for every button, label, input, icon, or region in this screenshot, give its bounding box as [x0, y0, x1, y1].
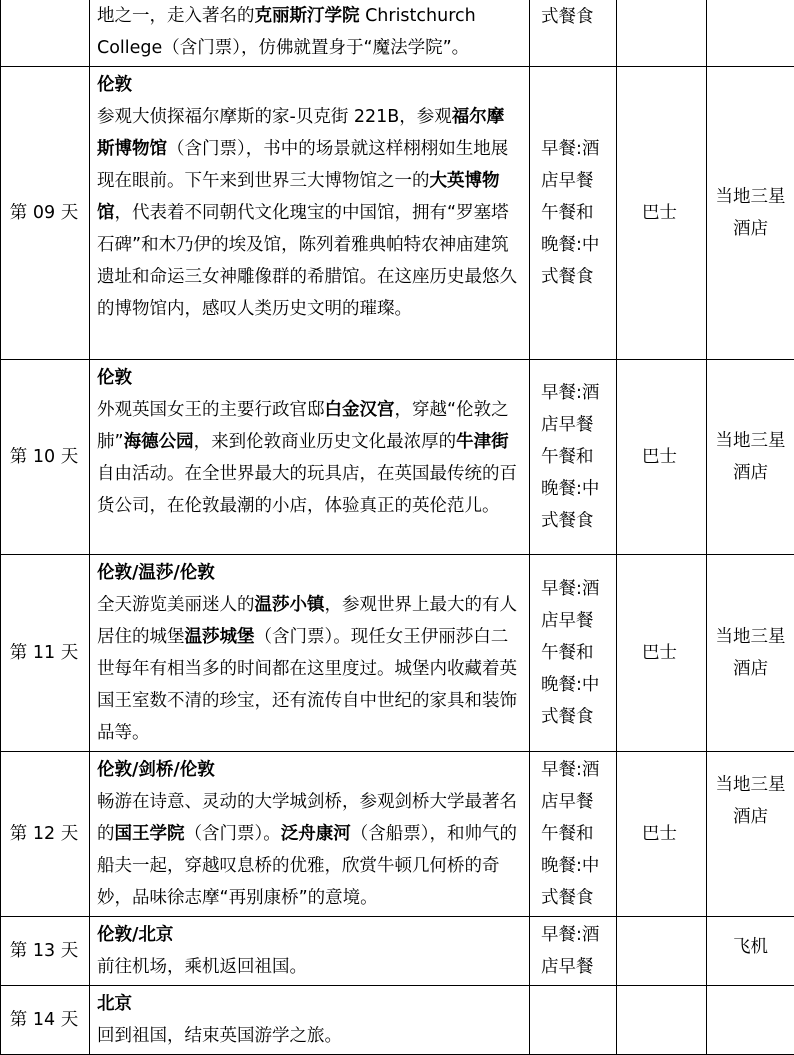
desc-highlight: 温莎小镇: [255, 595, 325, 615]
meal-cell: [530, 986, 617, 1055]
transport-cell: [617, 986, 707, 1055]
transport-cell: [617, 917, 707, 986]
hotel-cell: 当地三星酒店: [707, 360, 794, 555]
desc-text: （含船票），和帅气的船夫一起，穿越叹息桥的优雅，欣赏牛顿几何桥的奇妙，品味徐志摩“再别康桥”的意境。: [97, 824, 517, 908]
desc-text: 自由活动。在全世界最大的玩具店，在英国最传统的百货公司，在伦敦最潮的小店，体验真正的英伦范儿。: [97, 464, 517, 516]
meal-cell: 早餐:酒店早餐午餐和晚餐:中式餐食: [530, 555, 617, 752]
route-title: 伦敦/温莎/伦敦: [97, 557, 521, 589]
day-cell: 第 12 天: [1, 752, 90, 917]
desc-text: （含门票）。现任女王伊丽莎白二世每年有相当多的时间都在这里度过。城堡内收藏着英国王室数不清的珍宝，还有流传自中世纪的家具和装饰品等。: [97, 627, 517, 743]
day-cell: 第 11 天: [1, 555, 90, 752]
meal-cell: 早餐:酒店早餐午餐和晚餐:中式餐食: [530, 67, 617, 360]
meal-cell: 早餐:酒店早餐午餐和晚餐:中式餐食: [530, 360, 617, 555]
table-row: [1, 752, 794, 917]
table-row: [1, 360, 794, 555]
desc-highlight: 温莎城堡: [185, 627, 255, 647]
desc-text: 参观大侦探福尔摩斯的家-贝克街 221B，参观: [97, 107, 452, 127]
desc-text: 前往机场，乘机返回祖国。: [97, 957, 307, 977]
transport-cell: 巴士: [617, 360, 707, 555]
desc-text: Christchurch College（含门票），仿佛就置身于“魔法学院”。: [97, 6, 476, 58]
desc-text: 回到祖国，结束英国游学之旅。: [97, 1026, 342, 1046]
description-cell: [90, 917, 530, 986]
transport-cell: [617, 0, 707, 67]
desc-text: （含门票），书中的场景就这样栩栩如生地展现在眼前。下午来到世界三大博物馆之一的: [97, 139, 508, 191]
day-cell: 第 10 天: [1, 360, 90, 555]
desc-highlight: 国王学院: [115, 824, 185, 844]
desc-text: 畅游在诗意、灵动的大学城剑桥，参观剑桥大学最著名的: [97, 792, 517, 844]
route-title: 伦敦/剑桥/伦敦: [97, 754, 521, 786]
desc-text: 全天游览美丽迷人的: [97, 595, 255, 615]
table-row: [1, 555, 794, 752]
meal-cell: 式餐食: [530, 0, 617, 67]
desc-text: ，来到伦敦商业历史文化最浓厚的: [194, 432, 457, 452]
description-cell: [90, 752, 530, 917]
description-cell: [90, 0, 530, 67]
route-title: 伦敦: [97, 69, 521, 101]
day-cell: 第 09 天: [1, 67, 90, 360]
transport-cell: 巴士: [617, 67, 707, 360]
transport-cell: 巴士: [617, 752, 707, 917]
description-cell: [90, 986, 530, 1055]
desc-highlight: 海德公园: [124, 432, 194, 452]
desc-highlight: 白金汉宫: [325, 400, 395, 420]
desc-highlight: 福尔摩斯博物馆: [97, 107, 504, 159]
day-cell: 第 13 天: [1, 917, 90, 986]
description-cell: [90, 360, 530, 555]
hotel-cell: [707, 986, 794, 1055]
hotel-cell: 当地三星酒店: [707, 752, 794, 917]
table-row: [1, 986, 794, 1055]
description-cell: [90, 67, 530, 360]
transport-cell: 巴士: [617, 555, 707, 752]
desc-text: ，穿越“伦敦之肺”: [97, 400, 509, 452]
desc-text: 外观英国女王的主要行政官邸: [97, 400, 325, 420]
desc-text: 地之一，走入著名的: [97, 6, 255, 26]
route-title: 伦敦: [97, 362, 521, 394]
desc-highlight: 泛舟康河: [281, 824, 351, 844]
hotel-cell: 飞机: [707, 917, 794, 986]
hotel-cell: [707, 0, 794, 67]
day-cell: 第 14 天: [1, 986, 90, 1055]
table-row: [1, 917, 794, 986]
hotel-cell: 当地三星酒店: [707, 67, 794, 360]
desc-highlight: 牛津街: [456, 432, 509, 452]
meal-cell: 早餐:酒店早餐午餐和晚餐:中式餐食: [530, 752, 617, 917]
desc-text: ，代表着不同朝代文化瑰宝的中国馆，拥有“罗塞塔石碑”和木乃伊的埃及馆，陈列着雅典帕特农神庙建筑遗址和命运三女神雕像群的希腊馆。在这座历史最悠久的博物馆内，感叹人类历史文明的璀璨。: [97, 203, 517, 319]
route-title: 北京: [97, 988, 521, 1020]
desc-text: （含门票）。: [185, 824, 281, 844]
desc-highlight: 克丽斯汀学院: [255, 6, 360, 26]
table-row: [1, 67, 794, 360]
desc-text: ，参观世界上最大的有人居住的城堡: [97, 595, 517, 647]
description-cell: [90, 555, 530, 752]
route-title: 伦敦/北京: [97, 919, 521, 951]
table-row: [1, 0, 794, 67]
day-cell: [1, 0, 90, 67]
meal-cell: 早餐:酒店早餐: [530, 917, 617, 986]
desc-highlight: 大英博物馆: [97, 171, 500, 223]
hotel-cell: 当地三星酒店: [707, 555, 794, 752]
